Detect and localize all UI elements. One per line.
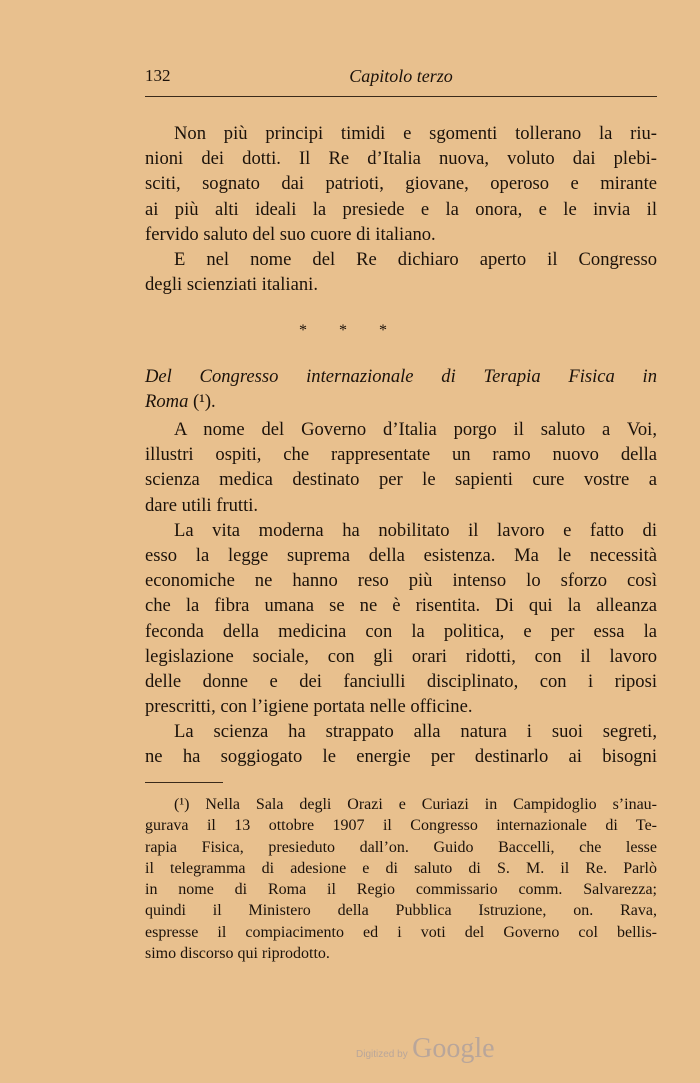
section-heading — [145, 364, 657, 414]
digitized-watermark — [356, 1033, 495, 1065]
text-line: Non più principi timidi e sgomenti tollerano la riu- — [174, 123, 657, 144]
heading-line: Roma — [145, 391, 189, 413]
text-line: che la fibra umana se ne è risentita. Di qui la alleanza — [145, 595, 657, 617]
text-line: economiche ne hanno reso più intenso lo sforzo così — [145, 570, 657, 592]
text-line: prescritti, con l’igiene portata nelle officine. — [145, 696, 473, 718]
text-line: legislazione sociale, con gli orari ridotti, con il lavoro — [145, 645, 657, 667]
footnote-line: gurava il 13 ottobre 1907 il Congresso internazionale di Te- — [145, 817, 657, 835]
footnote-line: rapia Fisica, presieduto dall’on. Guido Baccelli, che lesse — [145, 838, 657, 856]
page-header — [145, 66, 657, 90]
text-line: ne ha soggiogato le energie per destinarlo ai bisogni — [145, 746, 657, 768]
footnote-reference: (¹). — [193, 391, 216, 413]
footnote-line: (¹) Nella Sala degli Orazi e Curiazi in Campidoglio s’inau- — [174, 796, 657, 813]
text-line: nioni dei dotti. Il Re d’Italia nuova, voluto dai plebi- — [145, 148, 657, 170]
section-separator: * * * — [299, 322, 401, 339]
text-line: ai più alti ideali la presiede e la onora, e le invia il — [145, 198, 657, 220]
text-line: esso la legge suprema della esistenza. Ma le necessità — [145, 544, 657, 566]
page-number: 132 — [145, 66, 171, 85]
watermark-prefix: Digitized by — [356, 1049, 408, 1060]
heading-line: Del Congresso internazionale di Terapia Fisica in — [145, 366, 657, 387]
text-line: degli scienziati italiani. — [145, 274, 318, 296]
paragraph-section-2 — [145, 417, 657, 770]
text-line: sciti, sognato dai patrioti, giovane, operoso e mirante — [145, 173, 657, 195]
paragraph-section-1 — [145, 121, 657, 297]
text-line: delle donne e dei fanciulli disciplinato, con i riposi — [145, 670, 657, 692]
footnote-line: il telegramma di adesione e di saluto di S. M. il Re. Parlò — [145, 859, 657, 877]
text-line: E nel nome del Re dichiaro aperto il Congresso — [174, 248, 657, 270]
text-line: fervido saluto del suo cuore di italiano. — [145, 223, 436, 245]
footnote-line: simo discorso qui riprodotto. — [145, 945, 330, 963]
google-logo: Google — [412, 1033, 495, 1064]
header-rule — [145, 96, 657, 97]
footnote-line: in nome di Roma il Regio commissario comm. Salvarezza; — [145, 881, 657, 899]
text-line: La scienza ha strappato alla natura i suoi segreti, — [174, 721, 657, 743]
footnote-rule — [145, 782, 223, 783]
footnote-line: quindi il Ministero della Pubblica Istruzione, on. Rava, — [145, 902, 657, 920]
text-line: illustri ospiti, che rappresentate un ramo nuovo della — [145, 444, 657, 466]
footnote-line: espresse il compiacimento ed i voti del Governo col bellis- — [145, 923, 657, 941]
text-line: A nome del Governo d’Italia porgo il saluto a Voi, — [174, 419, 657, 440]
text-line: dare utili frutti. — [145, 494, 259, 516]
footnote — [145, 794, 657, 964]
text-line: scienza medica destinato per le sapienti cure vostre a — [145, 469, 657, 491]
text-line: feconda della medicina con la politica, e per essa la — [145, 620, 657, 642]
running-title: Capitolo terzo — [349, 66, 453, 86]
text-line: La vita moderna ha nobilitato il lavoro e fatto di — [174, 519, 657, 541]
